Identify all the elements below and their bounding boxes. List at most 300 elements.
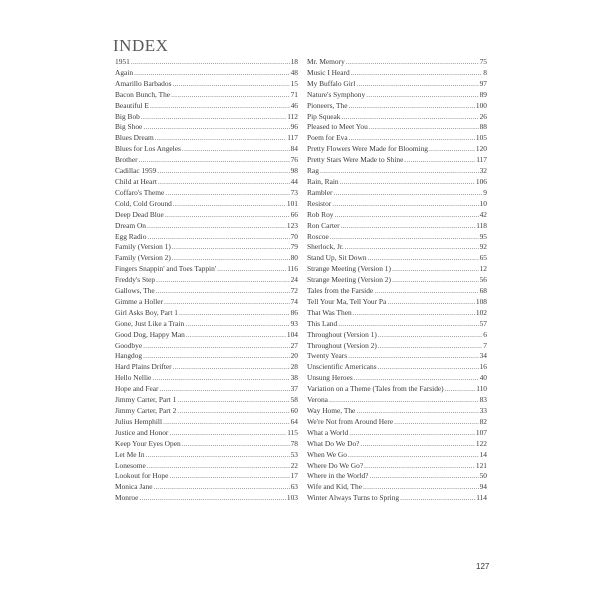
entry-title: Gone, Just Like a Train [115,318,185,328]
entry-title: Family (Version 2) [115,253,171,263]
entry-page-number: 96 [290,122,298,132]
entry-title: Variation on a Theme (Tales from the Farside) [307,384,444,394]
entry-page-number: 101 [286,198,298,208]
entry-title: Family (Version 1) [115,242,171,252]
index-entry [115,90,298,101]
entry-title: Hangdog [115,351,143,361]
dot-leader [156,286,290,297]
entry-page-number: 88 [479,122,487,132]
entry-page-number: 84 [290,144,298,154]
index-entry [115,373,298,384]
dot-leader [139,155,290,166]
entry-page-number: 16 [479,362,487,372]
entry-title: Where in the World? [307,471,369,481]
dot-leader [378,341,483,352]
entry-title: Sherlock, Jr. [307,242,344,252]
index-entry [115,384,298,395]
entry-title: Pretty Flowers Were Made for Blooming [307,144,428,154]
entry-title: Roscoe [307,231,329,241]
entry-page-number: 26 [479,111,487,121]
index-column-right [307,57,487,504]
entry-title: Ron Carter [307,220,340,230]
dot-leader [368,253,479,264]
entry-title: Again [115,67,134,77]
dot-leader [374,286,478,297]
dot-leader [349,101,475,112]
index-entry [115,264,298,275]
dot-leader [341,112,478,123]
dot-leader [335,210,479,221]
index-entry [307,221,487,232]
index-entry [307,188,487,199]
index-entry [115,406,298,417]
dot-leader [356,79,478,90]
entry-title: Lookout for Hope [115,471,169,481]
index-entry [115,79,298,90]
entry-page-number: 38 [290,373,298,383]
entry-page-number: 28 [290,362,298,372]
entry-page-number: 37 [290,384,298,394]
dot-leader [404,155,475,166]
dot-leader [378,362,479,373]
entry-page-number: 86 [290,307,298,317]
entry-title: Monroe [115,493,139,503]
entry-page-number: 100 [475,100,487,110]
entry-title: Strange Meeting (Version 2) [307,275,391,285]
index-entry [307,210,487,221]
dot-leader [340,177,475,188]
entry-page-number: 76 [290,155,298,165]
entry-page-number: 72 [290,286,298,296]
index-entry [115,199,298,210]
dot-leader [186,330,286,341]
index-entry [307,199,487,210]
index-entry [115,493,298,504]
index-entry [307,166,487,177]
entry-title: 1951 [115,57,130,66]
index-entry [115,330,298,341]
entry-title: Hard Plains Drifter [115,362,172,372]
entry-page-number: 46 [290,100,298,110]
entry-title: Rag [307,166,319,176]
dot-leader [152,373,289,384]
entry-title: Stand Up, Sit Down [307,253,367,263]
entry-page-number: 9 [483,187,487,197]
entry-title: Jimmy Carter, Part 2 [115,406,177,415]
index-entry [115,242,298,253]
page-title: INDEX [113,36,169,55]
index-entry [115,471,298,482]
entry-page-number: 48 [290,67,298,77]
index-entry [115,57,298,68]
entry-page-number: 122 [475,438,487,448]
entry-title: What a World [307,427,349,437]
entry-title: Resistor [307,198,332,208]
entry-page-number: 44 [290,176,298,186]
entry-page-number: 27 [290,340,298,350]
dot-leader [351,68,483,79]
entry-title: Unscientific Americans [307,362,377,372]
entry-page-number: 66 [290,209,298,219]
entry-title: Justice and Honor [115,427,169,437]
entry-page-number: 89 [479,89,487,99]
entry-page-number: 121 [475,460,487,470]
index-entry [115,112,298,123]
entry-title: Music I Heard [307,67,350,77]
dot-leader [182,144,290,155]
dot-leader [320,166,479,177]
index-entry [307,439,487,450]
index-entry [307,112,487,123]
entry-page-number: 82 [479,416,487,426]
entry-page-number: 63 [290,482,298,492]
index-entry [307,428,487,439]
index-entry [307,242,487,253]
index-entry [307,144,487,155]
entry-page-number: 34 [479,351,487,361]
entry-page-number: 15 [290,78,298,88]
entry-page-number: 22 [290,460,298,470]
entry-title: Hello Nellie [115,373,152,383]
index-entry [307,264,487,275]
dot-leader [179,308,290,319]
entry-title: Amarillo Barbados [115,78,172,88]
entry-title: Pip Squeak [307,111,341,121]
entry-title: Gallows, The [115,286,155,296]
entry-title: Let Me In [115,449,145,459]
entry-page-number: 24 [290,275,298,285]
index-entry [307,417,487,428]
dot-leader [185,319,289,330]
dot-leader [341,221,476,232]
dot-leader [356,406,478,417]
dot-leader [147,232,289,243]
entry-page-number: 57 [479,318,487,328]
dot-leader [349,428,475,439]
index-entry [307,362,487,373]
entry-title: Julius Hemphill [115,416,163,426]
dot-leader [157,166,289,177]
entry-page-number: 114 [476,493,487,503]
entry-title: Dream On [115,220,146,230]
entry-page-number: 12 [479,264,487,274]
entry-title: Tales from the Farside [307,286,374,296]
entry-title: This Land [307,318,338,328]
entry-title: Girl Asks Boy, Part 1 [115,307,178,317]
entry-title: Unsung Heroes [307,373,353,383]
index-entry [307,341,487,352]
entry-page-number: 18 [290,57,298,66]
entry-title: Verona [307,395,328,405]
entry-title: Blues Dream [115,133,154,143]
dot-leader [172,253,290,264]
entry-title: Lonesome [115,460,146,470]
entry-title: Fingers Snappin' and Toes Tappin' [115,264,217,274]
entry-page-number: 70 [290,231,298,241]
entry-title: Throughout (Version 2) [307,340,377,350]
dot-leader [369,471,478,482]
dot-leader [329,395,479,406]
entry-title: Big Shoe [115,122,143,132]
dot-leader [366,90,478,101]
entry-page-number: 68 [479,286,487,296]
entry-title: When We Go [307,449,347,459]
dot-leader [169,471,289,482]
entry-title: Child at Heart [115,176,157,186]
dot-leader [387,297,475,308]
dot-leader [445,384,476,395]
entry-page-number: 93 [290,318,298,328]
index-entry [115,122,298,133]
index-entry [115,308,298,319]
dot-leader [134,68,290,79]
entry-page-number: 104 [286,329,298,339]
index-entry [115,275,298,286]
index-entry [307,493,487,504]
index-entry [307,395,487,406]
entry-page-number: 33 [479,406,487,415]
index-entry [115,286,298,297]
entry-title: Coffaro's Theme [115,187,165,197]
entry-title: Gimme a Holler [115,296,164,306]
dot-leader [165,210,290,221]
entry-title: Rambler [307,187,333,197]
entry-page-number: 71 [290,89,298,99]
entry-title: Deep Dead Blue [115,209,164,219]
dot-leader [353,308,475,319]
index-entry [115,253,298,264]
index-entry [307,286,487,297]
entry-title: Beautiful E [115,100,149,110]
entry-page-number: 64 [290,416,298,426]
index-entry [307,57,487,68]
dot-leader [345,242,479,253]
entry-page-number: 117 [287,133,298,143]
index-entry [307,155,487,166]
dot-leader [171,90,290,101]
entry-page-number: 65 [479,253,487,263]
dot-leader [378,330,483,341]
entry-page-number: 110 [476,384,487,394]
dot-leader [139,493,286,504]
entry-page-number: 53 [290,449,298,459]
entry-page-number: 106 [475,176,487,186]
dot-leader [354,373,479,384]
index-entry [307,319,487,330]
entry-page-number: 75 [479,57,487,66]
entry-page-number: 94 [479,482,487,492]
entry-page-number: 7 [483,340,487,350]
index-entry [307,384,487,395]
index-entry [307,471,487,482]
entry-title: Blues for Los Angeles [115,144,181,154]
entry-page-number: 42 [479,209,487,219]
entry-page-number: 108 [475,296,487,306]
entry-title: Brother [115,155,138,165]
entry-title: Where Do We Go? [307,460,364,470]
dot-leader [173,199,286,210]
dot-leader [143,341,290,352]
index-entry [115,297,298,308]
entry-page-number: 102 [475,307,487,317]
dot-leader [369,122,479,133]
entry-page-number: 78 [290,438,298,448]
index-entry [115,417,298,428]
dot-leader [173,362,290,373]
index-column-left [115,57,298,504]
index-entry [307,122,487,133]
index-entry [115,155,298,166]
entry-page-number: 10 [479,198,487,208]
entry-title: Cadillac 1959 [115,166,157,176]
index-entry [307,330,487,341]
dot-leader [147,221,286,232]
entry-title: Rob Roy [307,209,334,219]
dot-leader [177,395,289,406]
index-entry [307,373,487,384]
dot-leader [143,351,290,362]
index-entry [115,166,298,177]
index-entry [115,68,298,79]
entry-page-number: 92 [479,242,487,252]
index-entry [307,450,487,461]
entry-title: Strange Meeting (Version 1) [307,264,391,274]
dot-leader [392,275,479,286]
entry-page-number: 60 [290,406,298,415]
entry-title: My Buffalo Girl [307,78,356,88]
index-entry [307,133,487,144]
entry-page-number: 79 [290,242,298,252]
entry-title: Pioneers, The [307,100,348,110]
entry-title: Hope and Fear [115,384,159,394]
entry-title: Twenty Years [307,351,348,361]
entry-title: Way Home, The [307,406,356,415]
dot-leader [346,57,479,68]
dot-leader [150,101,290,112]
entry-page-number: 73 [290,187,298,197]
index-entry [115,461,298,472]
index-entry [307,101,487,112]
dot-leader [182,439,290,450]
entry-page-number: 14 [479,449,487,459]
index-entry [307,68,487,79]
entry-page-number: 83 [479,395,487,405]
dot-leader [172,79,289,90]
index-entry [115,482,298,493]
page-number: 127 [476,562,490,571]
dot-leader [169,428,286,439]
entry-page-number: 115 [287,427,298,437]
dot-leader [333,188,482,199]
entry-page-number: 74 [290,296,298,306]
dot-leader [360,439,474,450]
dot-leader [330,232,479,243]
dot-leader [131,57,290,68]
dot-leader [429,144,475,155]
entry-page-number: 80 [290,253,298,263]
entry-page-number: 116 [287,264,298,274]
index-entry [115,351,298,362]
index-entry [307,232,487,243]
index-entry [115,133,298,144]
entry-page-number: 117 [476,155,487,165]
index-entry [115,428,298,439]
entry-page-number: 58 [290,395,298,405]
index-entry [115,341,298,352]
index-entry [307,253,487,264]
entry-page-number: 40 [479,373,487,383]
index-entry [115,232,298,243]
entry-title: Throughout (Version 1) [307,329,377,339]
dot-leader [332,199,478,210]
dot-leader [156,275,289,286]
index-entry [115,210,298,221]
index-entry [115,177,298,188]
entry-title: Poem for Eva [307,133,348,143]
index-entry [115,221,298,232]
dot-leader [146,450,290,461]
entry-title: Tell Your Ma, Tell Your Pa [307,296,387,306]
entry-title: Goodbye [115,340,143,350]
index-entry [307,406,487,417]
entry-page-number: 20 [290,351,298,361]
index-entry [307,482,487,493]
index-entry [115,395,298,406]
index-entry [307,308,487,319]
dot-leader [164,297,290,308]
entry-title: Egg Radio [115,231,147,241]
dot-leader [217,264,286,275]
index-entry [115,188,298,199]
entry-title: Wife and Kid, The [307,482,362,492]
entry-page-number: 32 [479,166,487,176]
index-entry [307,461,487,472]
index-entry [115,144,298,155]
dot-leader [177,406,289,417]
entry-page-number: 97 [479,78,487,88]
dot-leader [155,133,286,144]
entry-page-number: 112 [287,111,298,121]
index-entry [307,177,487,188]
entry-title: Good Dog, Happy Man [115,329,185,339]
dot-leader [172,242,290,253]
entry-page-number: 120 [475,144,487,154]
dot-leader [348,351,478,362]
entry-page-number: 6 [483,329,487,339]
entry-page-number: 123 [286,220,298,230]
entry-title: What Do We Do? [307,438,360,448]
index-entry [307,90,487,101]
dot-leader [394,417,478,428]
index-entry [307,351,487,362]
dot-leader [364,461,475,472]
dot-leader [143,122,289,133]
entry-page-number: 105 [475,133,487,143]
index-entry [115,439,298,450]
entry-title: Pretty Stars Were Made to Shine [307,155,404,165]
entry-title: That Was Then [307,307,352,317]
dot-leader [400,493,475,504]
index-entry [307,79,487,90]
entry-title: We're Not from Around Here [307,416,394,426]
entry-page-number: 98 [290,166,298,176]
entry-title: Mr. Memory [307,57,345,66]
entry-title: Winter Always Turns to Spring [307,493,400,503]
dot-leader [147,461,290,472]
index-entry [307,275,487,286]
entry-title: Monica Jane [115,482,153,492]
dot-leader [158,177,290,188]
